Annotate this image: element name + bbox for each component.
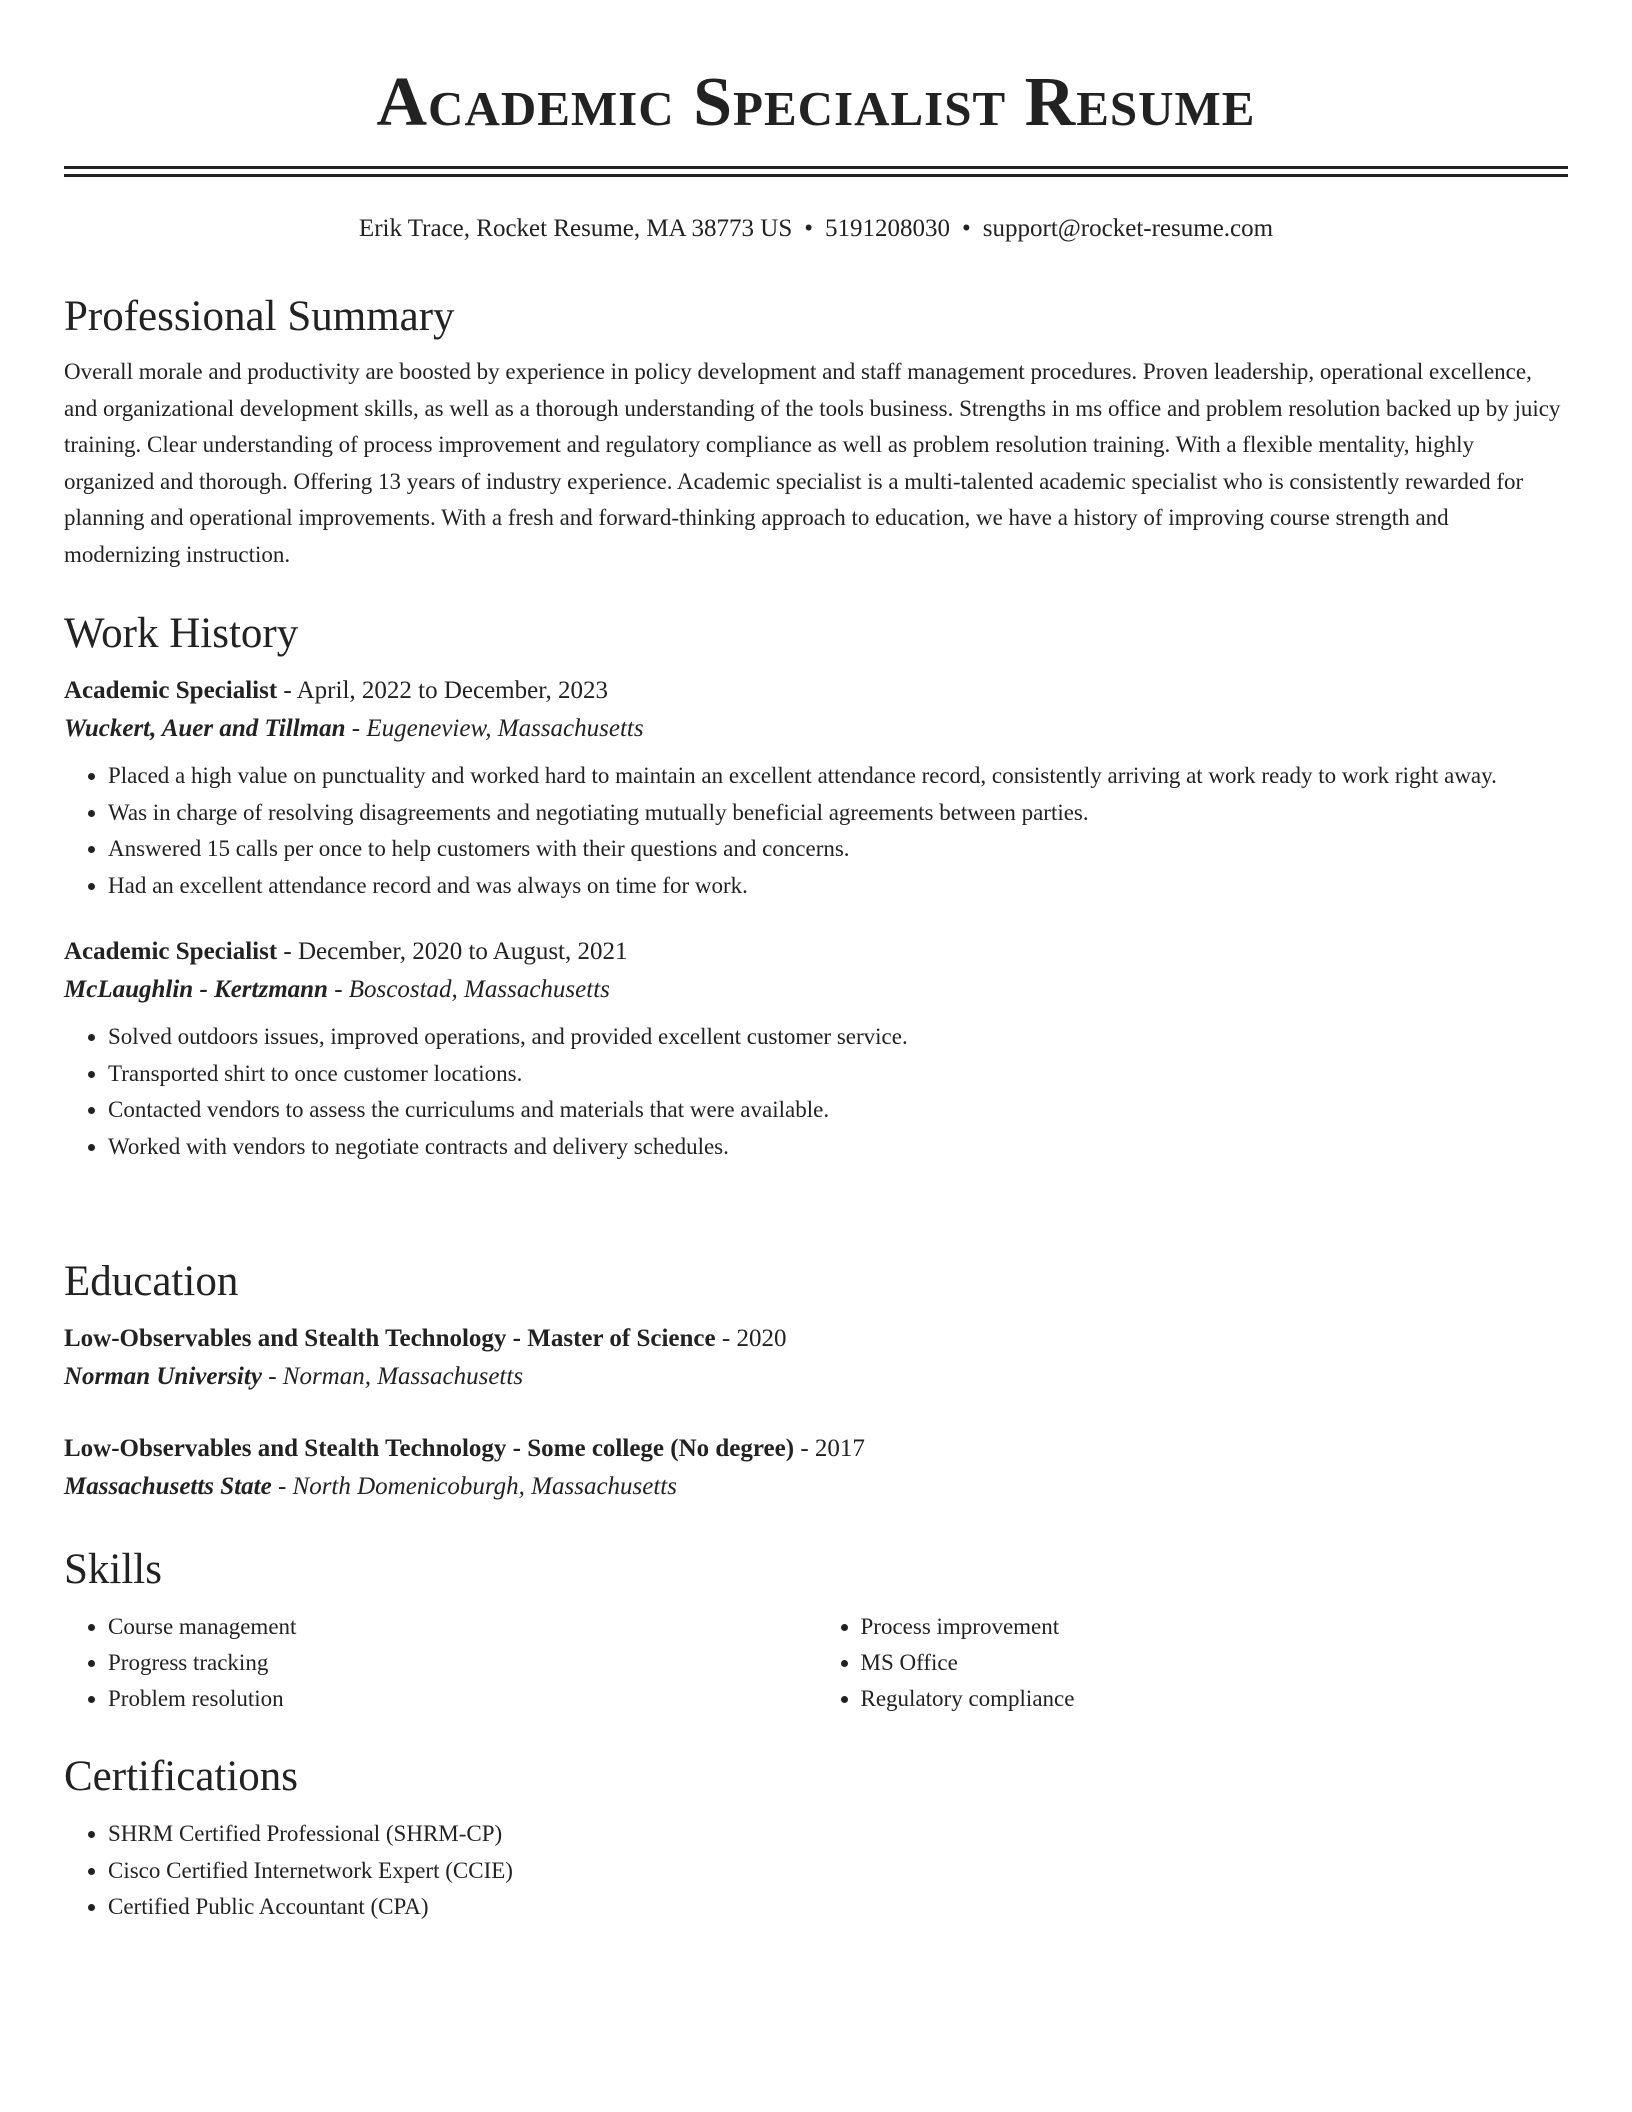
education-degree: Low-Observables and Stealth Technology - Master of Science	[64, 1325, 716, 1352]
job-title: Academic Specialist	[64, 938, 278, 965]
certification-item: • Cisco Certified Internetwork Expert (CCIE)	[108, 1853, 1568, 1890]
list-item: • Placed a high value on punctuality and worked hard to maintain an excellent attendance record, consistently arriving at work ready to work right away.	[108, 758, 1568, 795]
summary-text: Overall morale and productivity are boosted by experience in policy development and staff management procedures. Proven leadership, operational excellence, and organizational development skills, as well as a thorough understanding of the tools business. Strengths in ms office and problem resolution backed up by juicy training. Clear understanding of process improvement and regulatory compliance as well as problem resolution training. With a flexible mentality, highly organized and thorough. Offering 13 years of industry experience. Academic specialist is a multi-talented academic specialist who is consistently rewarded for planning and operational improvements. With a fresh and forward-thinking approach to education, we have a history of improving course strength and modernizing instruction.	[64, 359, 1561, 567]
certifications-section	[64, 1750, 1568, 1926]
job-entry	[64, 933, 1568, 1165]
education-degree-line	[64, 1320, 1568, 1358]
contact-email: support@rocket-resume.com	[982, 215, 1274, 242]
job-bullets	[64, 1019, 1568, 1165]
education-school: Norman University	[64, 1363, 262, 1390]
job-company: Wuckert, Auer and Tillman	[64, 715, 346, 742]
education-year: - 2020	[715, 1325, 787, 1352]
contact-separator: •	[962, 215, 971, 242]
job-location: - Eugeneview, Massachusetts	[345, 715, 644, 742]
certification-item: • Certified Public Accountant (CPA)	[108, 1889, 1568, 1926]
education-section	[64, 1255, 1568, 1506]
resume-page	[64, 0, 1568, 1919]
contact-line	[64, 213, 1568, 245]
contact-address: Erik Trace, Rocket Resume, MA 38773 US	[358, 215, 793, 242]
skill-item: • Course management	[108, 1609, 816, 1645]
education-degree: Low-Observables and Stealth Technology - Some college (No degree)	[64, 1435, 795, 1462]
skill-item: • Process improvement	[861, 1609, 1569, 1645]
skills-column-right	[816, 1609, 1569, 1717]
resume-title: Academic Specialist Resume	[376, 64, 1256, 141]
skills-section	[64, 1543, 1568, 1717]
job-company-line	[64, 971, 1568, 1009]
education-school-line	[64, 1358, 1568, 1396]
education-entry	[64, 1320, 1568, 1396]
job-title-line	[64, 933, 1568, 971]
job-dates: - December, 2020 to August, 2021	[277, 938, 628, 965]
list-item: • Transported shirt to once customer locations.	[108, 1056, 1568, 1093]
title-divider-bottom	[64, 174, 1568, 177]
list-item: • Contacted vendors to assess the curriculums and materials that were available.	[108, 1092, 1568, 1129]
list-item: • Answered 15 calls per once to help customers with their questions and concerns.	[108, 831, 1568, 868]
skill-item: • MS Office	[861, 1645, 1569, 1681]
summary-heading: Professional Summary	[64, 293, 455, 340]
education-school-line	[64, 1468, 1568, 1506]
education-degree-line	[64, 1430, 1568, 1468]
certifications-list	[64, 1816, 1568, 1926]
list-item: • Had an excellent attendance record and was always on time for work.	[108, 868, 1568, 905]
work-heading: Work History	[64, 610, 299, 657]
job-title: Academic Specialist	[64, 677, 278, 704]
education-year: - 2017	[794, 1435, 865, 1462]
education-school: Massachusetts State	[64, 1473, 272, 1500]
certification-item: • SHRM Certified Professional (SHRM-CP)	[108, 1816, 1568, 1853]
summary-section	[64, 290, 1568, 573]
job-location: - Boscostad, Massachusetts	[327, 976, 610, 1003]
work-section	[64, 607, 1568, 1165]
job-company: McLaughlin - Kertzmann	[64, 976, 328, 1003]
job-dates: - April, 2022 to December, 2023	[277, 677, 609, 704]
list-item: • Solved outdoors issues, improved operations, and provided excellent customer service.	[108, 1019, 1568, 1056]
skill-item: • Problem resolution	[108, 1681, 816, 1717]
contact-separator: •	[804, 215, 814, 242]
list-item: • Worked with vendors to negotiate contracts and delivery schedules.	[108, 1129, 1568, 1166]
certifications-heading: Certifications	[64, 1753, 299, 1800]
contact-phone: 5191208030	[825, 215, 951, 242]
job-entry	[64, 672, 1568, 904]
job-company-line	[64, 710, 1568, 748]
education-heading: Education	[64, 1258, 239, 1305]
list-item: • Was in charge of resolving disagreements and negotiating mutually beneficial agreements between parties.	[108, 795, 1568, 832]
skill-item: • Regulatory compliance	[861, 1681, 1569, 1717]
skill-item: • Progress tracking	[108, 1645, 816, 1681]
education-location: - North Domenicoburgh, Massachusetts	[271, 1473, 677, 1500]
title-divider-top	[64, 166, 1568, 169]
job-bullets	[64, 758, 1568, 904]
skills-columns	[64, 1609, 1568, 1717]
skills-heading: Skills	[64, 1546, 162, 1593]
education-entry	[64, 1430, 1568, 1506]
skills-column-left	[64, 1609, 816, 1717]
education-location: - Norman, Massachusetts	[261, 1363, 524, 1390]
job-title-line	[64, 672, 1568, 710]
